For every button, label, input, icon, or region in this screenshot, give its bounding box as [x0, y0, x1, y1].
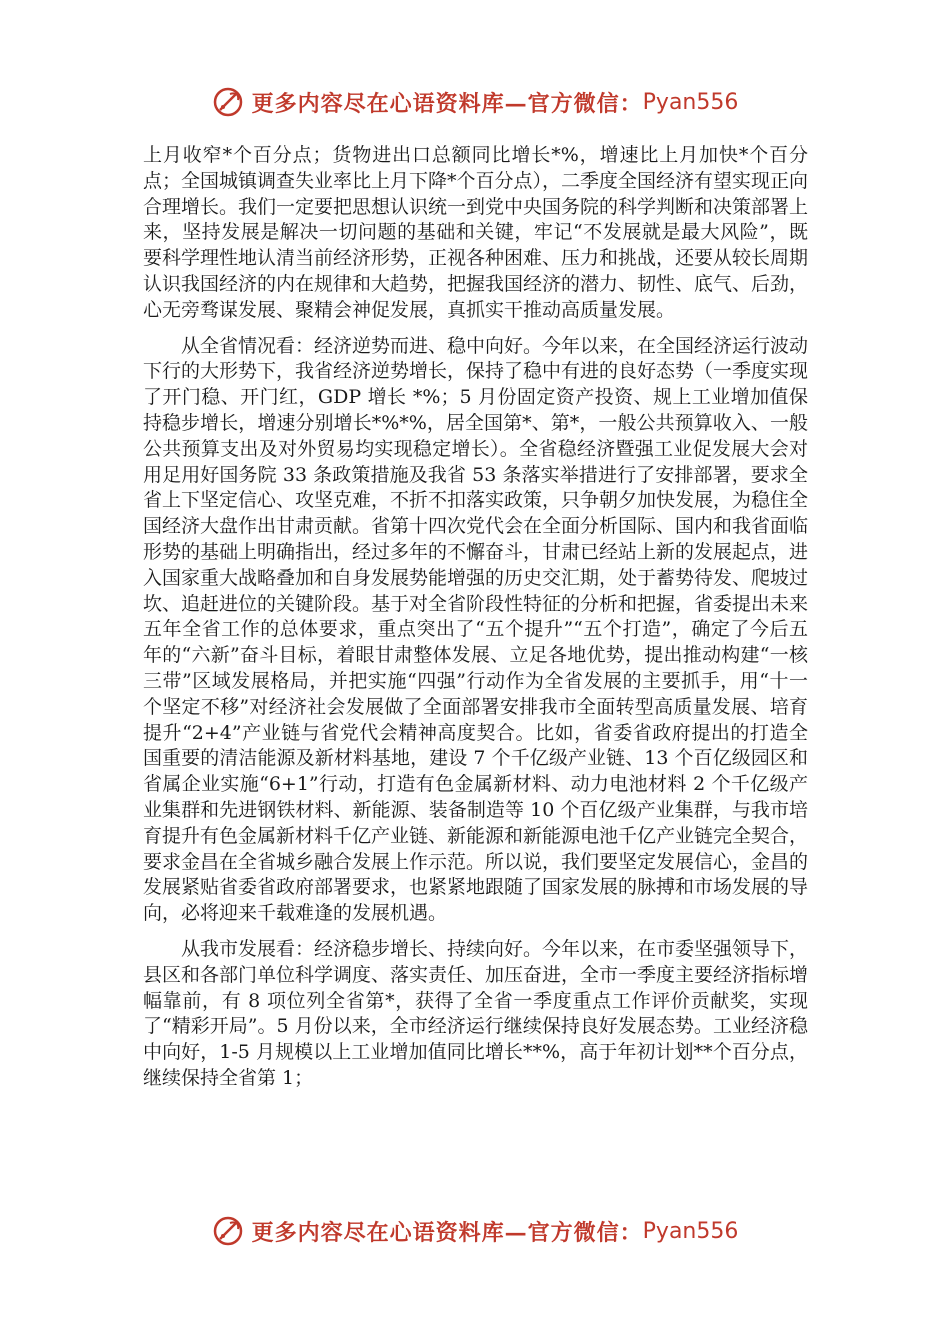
header-banner-wechat-id: Pyan556 [642, 89, 739, 115]
header-banner [0, 82, 950, 122]
footer-banner-wechat-id: Pyan556 [642, 1218, 739, 1244]
header-banner-text: 更多内容尽在心语资料库—官方微信： [251, 90, 643, 117]
footer-banner-text: 更多内容尽在心语资料库—官方微信： [251, 1219, 643, 1246]
footer-banner [0, 1211, 950, 1251]
paragraph-1: 上月收窄*个百分点；货物进出口总额同比增长*%，增速比上月加快*个百分点；全国城镇调查失业率比上月下降*个百分点），二季度全国经济有望实现正向合理增长。我们一定要把思想认识统一到党中央国务院的科学判断和决策部署上来，坚持发展是解决一切问题的基础和关键，牢记“不发展就是最大风险”，既要科学理性地认清当前经济形势，正视各种困难、压力和挑战，还要从较长周期认识我国经济的内在规律和大趋势，把握我国经济的潜力、韧性、底气、后劲，心无旁骛谋发展、聚精会神促发展，真抓实干推动高质量发展。 [143, 144, 809, 321]
quill-logo-icon [212, 86, 244, 118]
paragraph-3: 从我市发展看：经济稳步增长、持续向好。今年以来，在市委坚强领导下，县区和各部门单位科学调度、落实责任、加压奋进，全市一季度主要经济指标增幅靠前，有 8 项位列全省第*，获得了全省一季度重点工作评价贡献奖，实现了“精彩开局”。5 月份以来，全市经济运行继续保持良好发展态势。工业经济稳中向好，1-5 月规模以上工业增加值同比增长**%，高于年初计划**个百分点，继续保持全省第 1； [143, 937, 809, 1089]
document-body [143, 143, 808, 1102]
paragraph-2: 从全省情况看：经济逆势而进、稳中向好。今年以来，在全国经济运行波动下行的大形势下，我省经济逆势增长，保持了稳中有进的良好态势（一季度实现了开门稳、开门红，GDP 增长 *%；5 月份固定资产投资、规上工业增加值保持稳步增长，增速分别增长*%*%，居全国第*、第*，一般公共预算收入、一般公共预算支出及对外贸易均实现稳定增长）。全省稳经济暨强工业促发展大会对用足用好国务院 33 条政策措施及我省 53 条落实举措进行了安排部署，要求全省上下坚定信心、攻坚克难，不折不扣落实政策，只争朝夕加快发展，为稳住全国经济大盘作出甘肃贡献。省第十四次党代会在全面分析国际、国内和我省面临形势的基础上明确指出，经过多年的不懈奋斗，甘肃已经站上新的发展起点，进入国家重大战略叠加和自身发展势能增强的历史交汇期，处于蓄势待发、爬坡过坎、追赶进位的关键阶段。基于对全省阶段性特征的分析和把握，省委提出未来五年全省工作的总体要求，重点突出了“五个提升”“五个打造”，确定了今后五年的“六新”奋斗目标，着眼甘肃整体发展、立足各地优势，提出推动构建“一核三带”区域发展格局，并把实施“四强”行动作为全省发展的主要抓手，用“十一个坚定不移”对经济社会发展做了全面部署安排我市全面转型高质量发展、培育提升“2+4”产业链与省党代会精神高度契合。比如，省委省政府提出的打造全国重要的清洁能源及新材料基地，建设 7 个千亿级产业链、13 个百亿级园区和省属企业实施“6+1”行动，打造有色金属新材料、动力电池材料 2 个千亿级产业集群和先进钢铁材料、新能源、装备制造等 10 个百亿级产业集群，与我市培育提升有色金属新材料千亿产业链、新能源和新能源电池千亿产业链完全契合，要求金昌在全省城乡融合发展上作示范。所以说，我们要坚定发展信心，金昌的发展紧贴省委省政府部署要求，也紧紧地跟随了国家发展的脉搏和市场发展的导向，必将迎来千载难逢的发展机遇。 [143, 334, 809, 925]
quill-logo-icon [212, 1215, 244, 1247]
